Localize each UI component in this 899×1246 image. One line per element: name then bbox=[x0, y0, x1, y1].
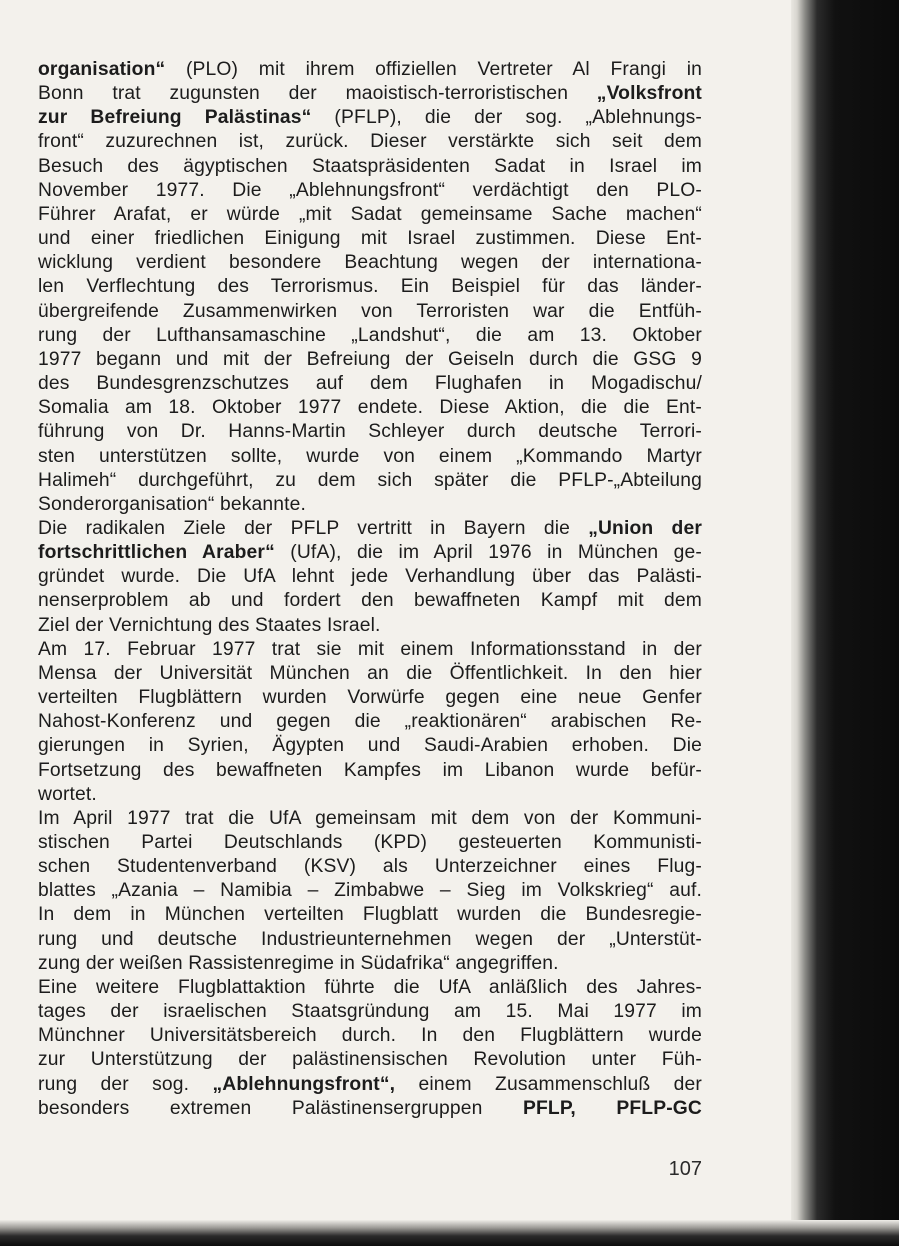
text-segment: schen Studentenverband (KSV) als Unterzeichner eines Flug- bbox=[38, 856, 702, 878]
text-line bbox=[38, 227, 702, 251]
text-line bbox=[38, 879, 702, 903]
text-segment: wicklung verdient besondere Beachtung wegen der internationa- bbox=[38, 252, 702, 274]
text-segment: sten unterstützen sollte, wurde von einem „Kommando Martyr bbox=[38, 445, 702, 467]
text-line bbox=[38, 420, 702, 444]
text-segment: gründet wurde. Die UfA lehnt jede Verhandlung über das Palästi- bbox=[38, 566, 702, 588]
text-segment: stischen Partei Deutschlands (KPD) gesteuerten Kommunisti- bbox=[38, 832, 702, 853]
text-line bbox=[38, 928, 702, 952]
text-segment: Am 17. Februar 1977 trat sie mit einem Informationsstand in der bbox=[38, 638, 702, 660]
text-line bbox=[38, 179, 702, 203]
text-segment: zur Unterstützung der palästinensischen Revolution unter Füh- bbox=[38, 1049, 702, 1071]
text-segment: tages der israelischen Staatsgründung am 15. Mai 1977 im bbox=[38, 1001, 702, 1023]
text-segment: wortet. bbox=[38, 783, 97, 805]
text-line bbox=[38, 82, 702, 106]
text-segment: (PFLP), die der sog. „Ablehnungs- bbox=[311, 107, 702, 129]
text-line bbox=[38, 251, 702, 275]
bold-term: fortschrittlichen Araber“ bbox=[38, 542, 275, 564]
text-segment: Somalia am 18. Oktober 1977 endete. Diese Aktion, die die Ent- bbox=[38, 397, 702, 419]
text-segment: Fortsetzung des bewaffneten Kampfes im Libanon wurde befür- bbox=[38, 759, 702, 781]
text-line bbox=[38, 831, 702, 855]
text-segment: blattes „Azania – Namibia – Zimbabwe – Sieg im Volkskrieg“ auf. bbox=[38, 880, 702, 902]
text-line bbox=[38, 58, 702, 82]
text-line bbox=[38, 541, 702, 565]
text-line bbox=[38, 565, 702, 589]
text-segment: Mensa der Universität München an die Öffentlichkeit. In den hier bbox=[38, 662, 702, 684]
text-segment: Die radikalen Ziele der PFLP vertritt in Bayern die bbox=[38, 517, 589, 539]
text-line bbox=[38, 710, 702, 734]
text-line bbox=[38, 614, 702, 638]
text-line bbox=[38, 807, 702, 831]
text-segment: Sonderorganisation“ bekannte. bbox=[38, 493, 307, 515]
bold-term: PFLP, PFLP-GC bbox=[522, 1097, 703, 1119]
text-line bbox=[38, 155, 702, 179]
bold-term: organisation“ bbox=[38, 59, 166, 80]
text-segment: Ziel der Vernichtung des Staates Israel. bbox=[38, 614, 381, 636]
text-line bbox=[38, 517, 702, 541]
text-segment: 1977 begann und mit der Befreiung der Geiseln durch die GSG 9 bbox=[38, 348, 702, 370]
page-number: 107 bbox=[668, 1158, 702, 1180]
text-segment: Halimeh“ durchgeführt, zu dem sich später die PFLP-„Abteilung bbox=[38, 469, 702, 491]
text-segment: Im April 1977 trat die UfA gemeinsam mit dem von der Kommuni- bbox=[38, 807, 702, 829]
text-segment: führung von Dr. Hanns-Martin Schleyer durch deutsche Terrori- bbox=[38, 421, 702, 443]
text-line bbox=[38, 396, 702, 420]
text-segment: gierungen in Syrien, Ägypten und Saudi-Arabien erhoben. Die bbox=[38, 735, 702, 757]
text-line bbox=[38, 903, 702, 927]
text-segment: zung der weißen Rassistenregime in Südafrika“ angegriffen. bbox=[38, 952, 559, 974]
text-segment: front“ zuzurechnen ist, zurück. Dieser verstärkte sich seit dem bbox=[38, 131, 702, 153]
text-line bbox=[38, 855, 702, 879]
text-line bbox=[38, 445, 702, 469]
text-segment: Führer Arafat, er würde „mit Sadat gemeinsame Sache machen“ bbox=[38, 203, 702, 225]
text-segment: rung und deutsche Industrieunternehmen wegen der „Unterstüt- bbox=[38, 928, 702, 950]
text-line bbox=[38, 1097, 702, 1121]
text-segment: Münchner Universitätsbereich durch. In den Flugblättern wurde bbox=[38, 1025, 702, 1047]
book-bottom-edge-shadow bbox=[0, 1220, 899, 1246]
text-line bbox=[38, 662, 702, 686]
text-segment: einem Zusammenschluß der bbox=[395, 1073, 702, 1095]
text-segment: Nahost-Konferenz und gegen die „reaktionären“ arabischen Re- bbox=[38, 711, 702, 733]
text-segment: rung der sog. bbox=[38, 1073, 213, 1095]
text-line bbox=[38, 469, 702, 493]
text-segment: Eine weitere Flugblattaktion führte die UfA anläßlich des Jahres- bbox=[38, 976, 702, 998]
text-line bbox=[38, 952, 702, 976]
bold-term: „Ablehnungsfront“, bbox=[212, 1073, 396, 1095]
text-line bbox=[38, 589, 702, 613]
text-line bbox=[38, 1000, 702, 1024]
text-segment: In dem in München verteilten Flugblatt wurden die Bundesregie- bbox=[38, 904, 702, 926]
text-line bbox=[38, 106, 702, 130]
text-segment: November 1977. Die „Ablehnungsfront“ verdächtigt den PLO- bbox=[38, 179, 702, 201]
text-segment: (UfA), die im April 1976 in München ge- bbox=[274, 542, 703, 564]
text-segment: besonders extremen Palästinensergruppen bbox=[38, 1097, 523, 1119]
text-segment: verteilten Flugblättern wurden Vorwürfe gegen eine neue Genfer bbox=[38, 687, 702, 709]
text-line bbox=[38, 783, 702, 807]
text-line bbox=[38, 759, 702, 783]
text-line bbox=[38, 493, 702, 517]
page-body-text bbox=[38, 58, 702, 1121]
text-line bbox=[38, 638, 702, 662]
text-line bbox=[38, 275, 702, 299]
bold-term: zur Befreiung Palästinas“ bbox=[38, 107, 312, 129]
text-line bbox=[38, 324, 702, 348]
text-segment: (PLO) mit ihrem offiziellen Vertreter Al Frangi in bbox=[165, 59, 702, 80]
bold-term: „Volksfront bbox=[596, 83, 702, 105]
text-segment: len Verflechtung des Terrorismus. Ein Beispiel für das länder- bbox=[38, 276, 702, 298]
text-line bbox=[38, 372, 702, 396]
text-segment: Besuch des ägyptischen Staatspräsidenten Sadat in Israel im bbox=[38, 155, 702, 177]
text-segment: Bonn trat zugunsten der maoistisch-terroristischen bbox=[38, 83, 597, 105]
text-segment: übergreifende Zusammenwirken von Terroristen war die Entfüh- bbox=[38, 300, 702, 322]
text-segment: rung der Lufthansamaschine „Landshut“, die am 13. Oktober bbox=[38, 324, 702, 346]
text-line bbox=[38, 348, 702, 372]
text-segment: und einer friedlichen Einigung mit Israel zustimmen. Diese Ent- bbox=[38, 228, 702, 250]
text-segment: des Bundesgrenzschutzes auf dem Flughafen in Mogadischu/ bbox=[38, 373, 702, 395]
text-line bbox=[38, 1024, 702, 1048]
text-line bbox=[38, 686, 702, 710]
text-segment: nenserproblem ab und fordert den bewaffneten Kampf mit dem bbox=[38, 590, 702, 612]
text-line bbox=[38, 130, 702, 154]
text-line bbox=[38, 734, 702, 758]
book-page-edge-shadow bbox=[791, 0, 899, 1246]
text-line bbox=[38, 976, 702, 1000]
text-line bbox=[38, 203, 702, 227]
text-line bbox=[38, 1073, 702, 1097]
text-line bbox=[38, 300, 702, 324]
bold-term: „Union der bbox=[588, 517, 702, 539]
text-line bbox=[38, 1048, 702, 1072]
